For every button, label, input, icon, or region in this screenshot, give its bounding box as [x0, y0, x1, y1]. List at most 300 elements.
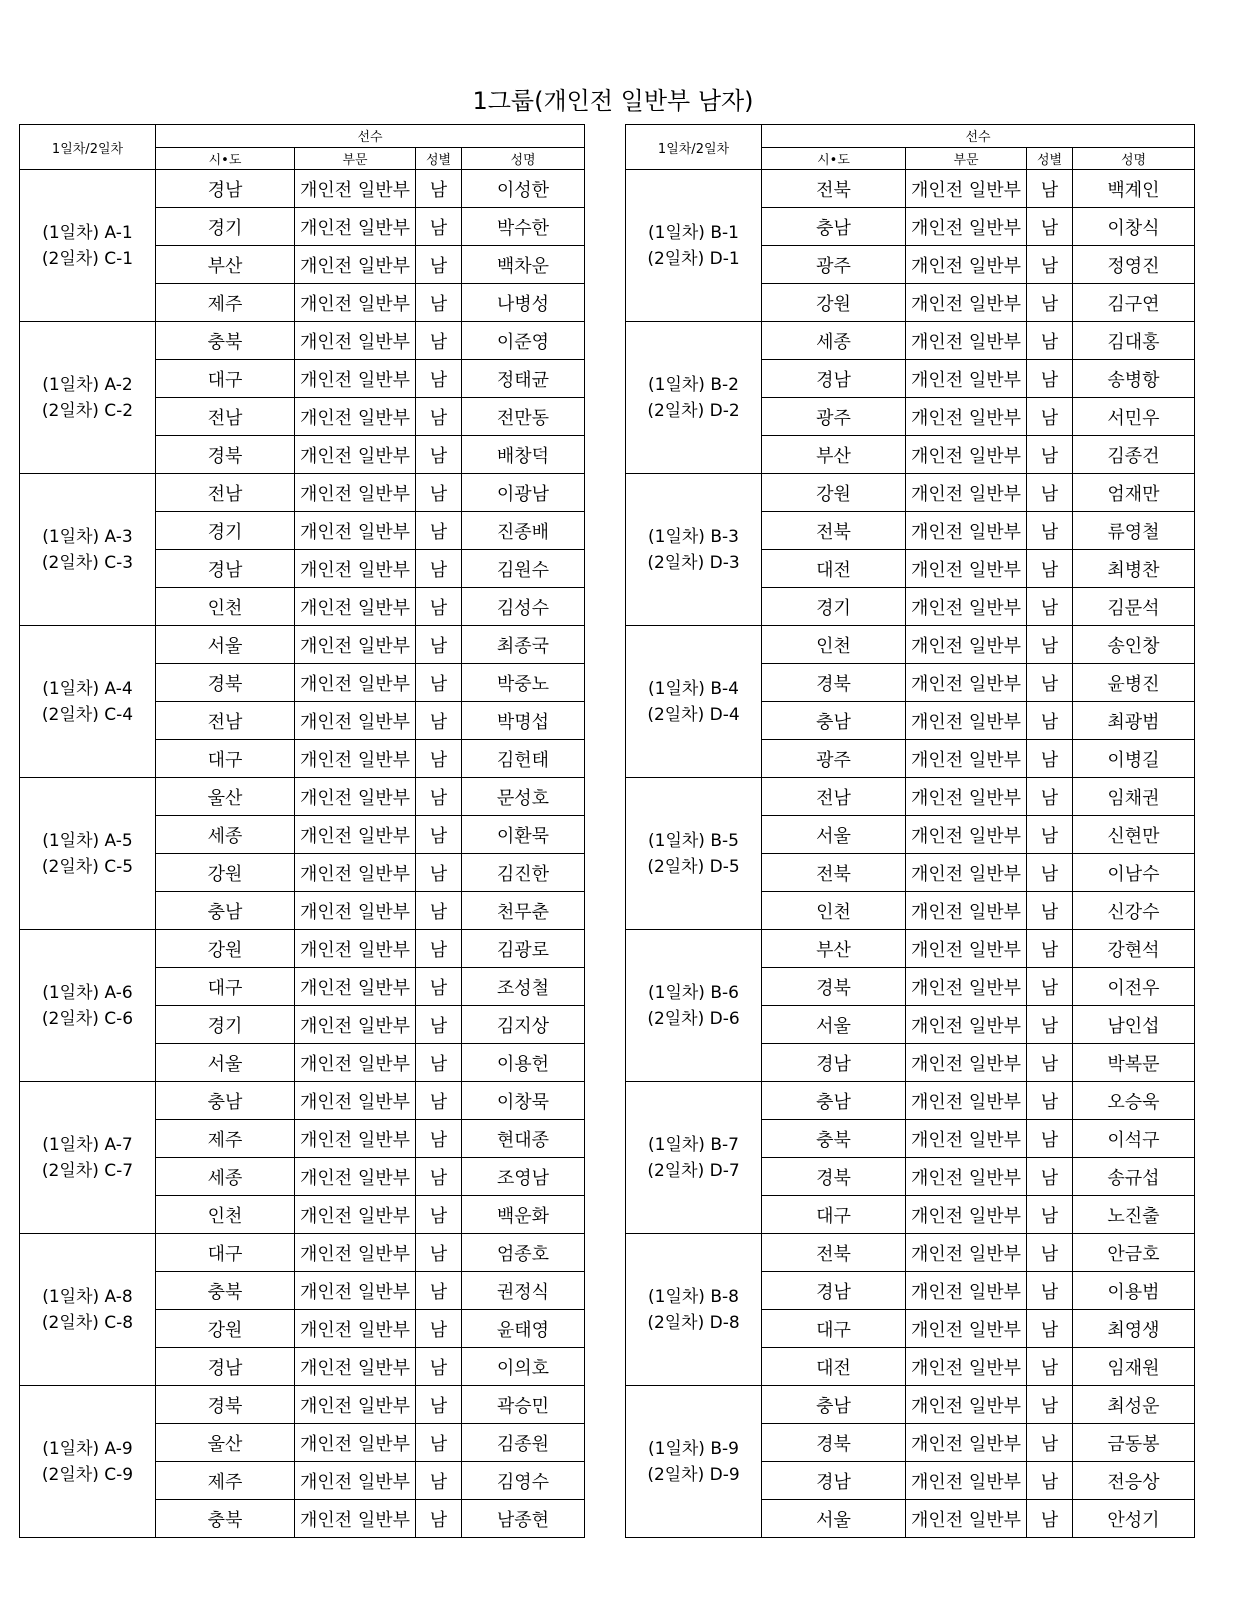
slot-day2-label: (2일차) C-8 — [41, 1312, 134, 1333]
region-cell: 충북 — [156, 1272, 295, 1310]
player-name-cell: 정영진 — [1073, 246, 1195, 284]
slot-day1-label: (1일차) B-2 — [648, 374, 739, 395]
slot-day1-label: (1일차) A-3 — [42, 526, 133, 547]
division-cell: 개인전 일반부 — [295, 1082, 416, 1120]
gender-cell: 남 — [416, 968, 462, 1006]
gender-cell: 남 — [1027, 1272, 1073, 1310]
slot-day2-label: (2일차) D-3 — [647, 552, 740, 573]
division-cell: 개인전 일반부 — [906, 246, 1027, 284]
slot-day1-label: (1일차) B-7 — [648, 1134, 739, 1155]
header-day: 1일차/2일차 — [20, 125, 156, 170]
header-division: 부문 — [906, 147, 1027, 170]
gender-cell: 남 — [416, 930, 462, 968]
division-cell: 개인전 일반부 — [906, 1424, 1027, 1462]
player-name-cell: 송병항 — [1073, 360, 1195, 398]
player-name-cell: 노진출 — [1073, 1196, 1195, 1234]
division-cell: 개인전 일반부 — [906, 474, 1027, 512]
slot-cell — [626, 1234, 762, 1386]
region-cell: 부산 — [156, 246, 295, 284]
region-cell: 전남 — [762, 778, 906, 816]
gender-cell: 남 — [1027, 512, 1073, 550]
region-cell: 충남 — [762, 208, 906, 246]
gender-cell: 남 — [416, 208, 462, 246]
player-name-cell: 김원수 — [462, 550, 585, 588]
header-name: 성명 — [1073, 147, 1195, 170]
gender-cell: 남 — [1027, 1310, 1073, 1348]
slot-day2-label: (2일차) C-1 — [41, 248, 134, 269]
division-cell: 개인전 일반부 — [906, 360, 1027, 398]
division-cell: 개인전 일반부 — [906, 1462, 1027, 1500]
slot-cell — [626, 778, 762, 930]
player-name-cell: 남종현 — [462, 1500, 585, 1538]
division-cell: 개인전 일반부 — [906, 1272, 1027, 1310]
player-name-cell: 이석구 — [1073, 1120, 1195, 1158]
region-cell: 전북 — [762, 854, 906, 892]
division-cell: 개인전 일반부 — [295, 1044, 416, 1082]
player-name-cell: 김종건 — [1073, 436, 1195, 474]
player-name-cell: 신강수 — [1073, 892, 1195, 930]
division-cell: 개인전 일반부 — [295, 208, 416, 246]
region-cell: 충남 — [156, 1082, 295, 1120]
player-name-cell: 서민우 — [1073, 398, 1195, 436]
player-name-cell: 김구연 — [1073, 284, 1195, 322]
division-cell: 개인전 일반부 — [295, 1120, 416, 1158]
table-row — [20, 322, 585, 360]
slot-cell — [20, 170, 156, 322]
division-cell: 개인전 일반부 — [295, 1272, 416, 1310]
division-cell: 개인전 일반부 — [295, 284, 416, 322]
division-cell: 개인전 일반부 — [295, 360, 416, 398]
gender-cell: 남 — [416, 436, 462, 474]
gender-cell: 남 — [416, 1386, 462, 1424]
division-cell: 개인전 일반부 — [906, 322, 1027, 360]
division-cell: 개인전 일반부 — [906, 436, 1027, 474]
region-cell: 경남 — [156, 1348, 295, 1386]
gender-cell: 남 — [416, 1120, 462, 1158]
division-cell: 개인전 일반부 — [295, 778, 416, 816]
division-cell: 개인전 일반부 — [295, 740, 416, 778]
header-day: 1일차/2일차 — [626, 125, 762, 170]
region-cell: 경남 — [156, 550, 295, 588]
gender-cell: 남 — [1027, 1386, 1073, 1424]
gender-cell: 남 — [1027, 1158, 1073, 1196]
table-row — [20, 930, 585, 968]
division-cell: 개인전 일반부 — [906, 702, 1027, 740]
player-name-cell: 정태균 — [462, 360, 585, 398]
division-cell: 개인전 일반부 — [295, 170, 416, 208]
gender-cell: 남 — [1027, 246, 1073, 284]
header-players: 선수 — [156, 125, 585, 148]
region-cell: 강원 — [156, 854, 295, 892]
region-cell: 충남 — [762, 702, 906, 740]
player-name-cell: 김문석 — [1073, 588, 1195, 626]
gender-cell: 남 — [416, 1462, 462, 1500]
division-cell: 개인전 일반부 — [295, 930, 416, 968]
gender-cell: 남 — [1027, 702, 1073, 740]
gender-cell: 남 — [1027, 588, 1073, 626]
division-cell: 개인전 일반부 — [906, 1082, 1027, 1120]
slot-day2-label: (2일차) C-5 — [41, 856, 134, 877]
slot-day1-label: (1일차) B-4 — [648, 678, 739, 699]
region-cell: 경남 — [762, 360, 906, 398]
gender-cell: 남 — [416, 778, 462, 816]
region-cell: 서울 — [762, 1006, 906, 1044]
division-cell: 개인전 일반부 — [295, 968, 416, 1006]
region-cell: 광주 — [762, 740, 906, 778]
gender-cell: 남 — [416, 588, 462, 626]
player-name-cell: 엄종호 — [462, 1234, 585, 1272]
gender-cell: 남 — [1027, 1120, 1073, 1158]
player-name-cell: 이의호 — [462, 1348, 585, 1386]
player-name-cell: 임채권 — [1073, 778, 1195, 816]
gender-cell: 남 — [1027, 1082, 1073, 1120]
gender-cell: 남 — [1027, 1500, 1073, 1538]
slot-day2-label: (2일차) C-2 — [41, 400, 134, 421]
gender-cell: 남 — [1027, 398, 1073, 436]
region-cell: 인천 — [156, 1196, 295, 1234]
table-row — [20, 1082, 585, 1120]
gender-cell: 남 — [416, 626, 462, 664]
player-name-cell: 송규섭 — [1073, 1158, 1195, 1196]
gender-cell: 남 — [1027, 778, 1073, 816]
slot-cell — [20, 474, 156, 626]
division-cell: 개인전 일반부 — [295, 512, 416, 550]
player-name-cell: 이병길 — [1073, 740, 1195, 778]
region-cell: 서울 — [156, 626, 295, 664]
gender-cell: 남 — [1027, 968, 1073, 1006]
slot-day1-label: (1일차) A-8 — [42, 1286, 133, 1307]
region-cell: 전남 — [156, 702, 295, 740]
region-cell: 광주 — [762, 246, 906, 284]
gender-cell: 남 — [416, 1272, 462, 1310]
division-cell: 개인전 일반부 — [906, 1158, 1027, 1196]
slot-cell — [20, 778, 156, 930]
player-name-cell: 배창덕 — [462, 436, 585, 474]
division-cell: 개인전 일반부 — [906, 968, 1027, 1006]
region-cell: 대구 — [156, 968, 295, 1006]
division-cell: 개인전 일반부 — [295, 588, 416, 626]
gender-cell: 남 — [416, 702, 462, 740]
region-cell: 전북 — [762, 1234, 906, 1272]
region-cell: 경기 — [762, 588, 906, 626]
slot-cell — [626, 1082, 762, 1234]
player-name-cell: 백차운 — [462, 246, 585, 284]
gender-cell: 남 — [1027, 1234, 1073, 1272]
player-name-cell: 이성한 — [462, 170, 585, 208]
division-cell: 개인전 일반부 — [906, 1120, 1027, 1158]
division-cell: 개인전 일반부 — [295, 1310, 416, 1348]
division-cell: 개인전 일반부 — [906, 1044, 1027, 1082]
region-cell: 충북 — [762, 1120, 906, 1158]
table-row — [626, 778, 1195, 816]
gender-cell: 남 — [416, 398, 462, 436]
division-cell: 개인전 일반부 — [906, 588, 1027, 626]
player-name-cell: 김성수 — [462, 588, 585, 626]
player-name-cell: 김진한 — [462, 854, 585, 892]
player-name-cell: 나병성 — [462, 284, 585, 322]
player-name-cell: 조성철 — [462, 968, 585, 1006]
table-row — [626, 930, 1195, 968]
slot-cell — [626, 626, 762, 778]
gender-cell: 남 — [1027, 1348, 1073, 1386]
slot-day2-label: (2일차) C-6 — [41, 1008, 134, 1029]
region-cell: 제주 — [156, 1120, 295, 1158]
player-name-cell: 김헌태 — [462, 740, 585, 778]
player-name-cell: 임재원 — [1073, 1348, 1195, 1386]
division-cell: 개인전 일반부 — [906, 816, 1027, 854]
table-row — [20, 170, 585, 208]
region-cell: 강원 — [762, 284, 906, 322]
region-cell: 대구 — [156, 360, 295, 398]
slot-day2-label: (2일차) D-8 — [647, 1312, 740, 1333]
region-cell: 경남 — [156, 170, 295, 208]
region-cell: 부산 — [762, 436, 906, 474]
region-cell: 충남 — [762, 1082, 906, 1120]
division-cell: 개인전 일반부 — [906, 892, 1027, 930]
gender-cell: 남 — [416, 1006, 462, 1044]
gender-cell: 남 — [1027, 360, 1073, 398]
table-row — [626, 1082, 1195, 1120]
gender-cell: 남 — [416, 550, 462, 588]
slot-day2-label: (2일차) D-7 — [647, 1160, 740, 1181]
gender-cell: 남 — [1027, 1044, 1073, 1082]
division-cell: 개인전 일반부 — [906, 398, 1027, 436]
division-cell: 개인전 일반부 — [295, 1386, 416, 1424]
gender-cell: 남 — [416, 892, 462, 930]
division-cell: 개인전 일반부 — [906, 740, 1027, 778]
region-cell: 세종 — [156, 1158, 295, 1196]
header-name: 성명 — [462, 147, 585, 170]
slot-day1-label: (1일차) A-4 — [42, 678, 133, 699]
gender-cell: 남 — [1027, 1424, 1073, 1462]
roster-table-left — [19, 124, 585, 1538]
division-cell: 개인전 일반부 — [906, 1234, 1027, 1272]
division-cell: 개인전 일반부 — [906, 550, 1027, 588]
player-name-cell: 문성호 — [462, 778, 585, 816]
region-cell: 경북 — [762, 1158, 906, 1196]
slot-cell — [20, 930, 156, 1082]
slot-day2-label: (2일차) D-9 — [647, 1464, 740, 1485]
table-row — [20, 1234, 585, 1272]
region-cell: 경남 — [762, 1272, 906, 1310]
region-cell: 전북 — [762, 512, 906, 550]
gender-cell: 남 — [1027, 170, 1073, 208]
region-cell: 세종 — [156, 816, 295, 854]
region-cell: 서울 — [156, 1044, 295, 1082]
player-name-cell: 전만동 — [462, 398, 585, 436]
slot-day2-label: (2일차) C-3 — [41, 552, 134, 573]
region-cell: 강원 — [156, 930, 295, 968]
player-name-cell: 박중노 — [462, 664, 585, 702]
player-name-cell: 천무춘 — [462, 892, 585, 930]
division-cell: 개인전 일반부 — [295, 1424, 416, 1462]
slot-cell — [20, 1082, 156, 1234]
slot-cell — [20, 1386, 156, 1538]
region-cell: 세종 — [762, 322, 906, 360]
division-cell: 개인전 일반부 — [295, 398, 416, 436]
slot-cell — [626, 322, 762, 474]
region-cell: 전남 — [156, 474, 295, 512]
player-name-cell: 오승욱 — [1073, 1082, 1195, 1120]
gender-cell: 남 — [1027, 1462, 1073, 1500]
player-name-cell: 조영남 — [462, 1158, 585, 1196]
region-cell: 울산 — [156, 1424, 295, 1462]
gender-cell: 남 — [416, 474, 462, 512]
header-players: 선수 — [762, 125, 1195, 148]
region-cell: 대구 — [762, 1196, 906, 1234]
gender-cell: 남 — [416, 1348, 462, 1386]
gender-cell: 남 — [416, 1424, 462, 1462]
slot-cell — [626, 474, 762, 626]
region-cell: 경기 — [156, 1006, 295, 1044]
gender-cell: 남 — [1027, 1196, 1073, 1234]
division-cell: 개인전 일반부 — [295, 322, 416, 360]
player-name-cell: 최병찬 — [1073, 550, 1195, 588]
division-cell: 개인전 일반부 — [295, 1462, 416, 1500]
gender-cell: 남 — [416, 322, 462, 360]
slot-day1-label: (1일차) B-3 — [648, 526, 739, 547]
division-cell: 개인전 일반부 — [906, 664, 1027, 702]
region-cell: 전남 — [156, 398, 295, 436]
player-name-cell: 류영철 — [1073, 512, 1195, 550]
player-name-cell: 현대종 — [462, 1120, 585, 1158]
gender-cell: 남 — [1027, 550, 1073, 588]
region-cell: 대구 — [156, 740, 295, 778]
player-name-cell: 강현석 — [1073, 930, 1195, 968]
division-cell: 개인전 일반부 — [295, 550, 416, 588]
gender-cell: 남 — [416, 664, 462, 702]
gender-cell: 남 — [416, 512, 462, 550]
player-name-cell: 윤병진 — [1073, 664, 1195, 702]
region-cell: 대구 — [156, 1234, 295, 1272]
region-cell: 대전 — [762, 1348, 906, 1386]
division-cell: 개인전 일반부 — [906, 1386, 1027, 1424]
player-name-cell: 박수한 — [462, 208, 585, 246]
table-row — [626, 170, 1195, 208]
player-name-cell: 안금호 — [1073, 1234, 1195, 1272]
division-cell: 개인전 일반부 — [906, 1348, 1027, 1386]
division-cell: 개인전 일반부 — [295, 1500, 416, 1538]
player-name-cell: 김지상 — [462, 1006, 585, 1044]
table-row — [626, 322, 1195, 360]
region-cell: 경북 — [156, 436, 295, 474]
region-cell: 경북 — [762, 1424, 906, 1462]
gender-cell: 남 — [1027, 1006, 1073, 1044]
region-cell: 인천 — [762, 626, 906, 664]
division-cell: 개인전 일반부 — [906, 778, 1027, 816]
division-cell: 개인전 일반부 — [295, 702, 416, 740]
region-cell: 제주 — [156, 1462, 295, 1500]
division-cell: 개인전 일반부 — [295, 816, 416, 854]
division-cell: 개인전 일반부 — [295, 1158, 416, 1196]
gender-cell: 남 — [416, 740, 462, 778]
region-cell: 경기 — [156, 208, 295, 246]
player-name-cell: 백계인 — [1073, 170, 1195, 208]
gender-cell: 남 — [1027, 854, 1073, 892]
header-region: 시•도 — [762, 147, 906, 170]
region-cell: 제주 — [156, 284, 295, 322]
slot-day1-label: (1일차) A-5 — [42, 830, 133, 851]
gender-cell: 남 — [1027, 892, 1073, 930]
player-name-cell: 이용범 — [1073, 1272, 1195, 1310]
slot-day2-label: (2일차) D-5 — [647, 856, 740, 877]
player-name-cell: 박명섭 — [462, 702, 585, 740]
region-cell: 충남 — [156, 892, 295, 930]
slot-cell — [20, 626, 156, 778]
region-cell: 충북 — [156, 322, 295, 360]
page-title: 1그룹(개인전 일반부 남자) — [472, 87, 754, 115]
region-cell: 부산 — [762, 930, 906, 968]
gender-cell: 남 — [416, 1196, 462, 1234]
gender-cell: 남 — [416, 360, 462, 398]
slot-day2-label: (2일차) C-4 — [41, 704, 134, 725]
division-cell: 개인전 일반부 — [906, 1006, 1027, 1044]
division-cell: 개인전 일반부 — [295, 1348, 416, 1386]
division-cell: 개인전 일반부 — [295, 1006, 416, 1044]
gender-cell: 남 — [416, 854, 462, 892]
player-name-cell: 남인섭 — [1073, 1006, 1195, 1044]
division-cell: 개인전 일반부 — [295, 892, 416, 930]
slot-day1-label: (1일차) B-5 — [648, 830, 739, 851]
slot-day1-label: (1일차) B-8 — [648, 1286, 739, 1307]
region-cell: 인천 — [762, 892, 906, 930]
gender-cell: 남 — [416, 1082, 462, 1120]
division-cell: 개인전 일반부 — [906, 170, 1027, 208]
gender-cell: 남 — [1027, 816, 1073, 854]
header-gender: 성별 — [416, 147, 462, 170]
gender-cell: 남 — [416, 170, 462, 208]
gender-cell: 남 — [416, 1310, 462, 1348]
table-row — [626, 1234, 1195, 1272]
division-cell: 개인전 일반부 — [906, 854, 1027, 892]
division-cell: 개인전 일반부 — [906, 512, 1027, 550]
player-name-cell: 곽승민 — [462, 1386, 585, 1424]
slot-day2-label: (2일차) D-4 — [647, 704, 740, 725]
region-cell: 광주 — [762, 398, 906, 436]
player-name-cell: 이창묵 — [462, 1082, 585, 1120]
division-cell: 개인전 일반부 — [906, 930, 1027, 968]
player-name-cell: 김광로 — [462, 930, 585, 968]
division-cell: 개인전 일반부 — [295, 1196, 416, 1234]
player-name-cell: 진종배 — [462, 512, 585, 550]
gender-cell: 남 — [1027, 208, 1073, 246]
gender-cell: 남 — [416, 284, 462, 322]
division-cell: 개인전 일반부 — [906, 626, 1027, 664]
region-cell: 경북 — [156, 664, 295, 702]
player-name-cell: 안성기 — [1073, 1500, 1195, 1538]
slot-cell — [20, 1234, 156, 1386]
table-row — [626, 626, 1195, 664]
player-name-cell: 송인창 — [1073, 626, 1195, 664]
region-cell: 서울 — [762, 816, 906, 854]
table-row — [626, 474, 1195, 512]
table-row — [20, 1386, 585, 1424]
division-cell: 개인전 일반부 — [906, 208, 1027, 246]
player-name-cell: 이전우 — [1073, 968, 1195, 1006]
player-name-cell: 금동봉 — [1073, 1424, 1195, 1462]
slot-day1-label: (1일차) B-6 — [648, 982, 739, 1003]
region-cell: 전북 — [762, 170, 906, 208]
slot-cell — [626, 930, 762, 1082]
gender-cell: 남 — [416, 1500, 462, 1538]
player-name-cell: 최종국 — [462, 626, 585, 664]
region-cell: 서울 — [762, 1500, 906, 1538]
gender-cell: 남 — [416, 1158, 462, 1196]
gender-cell: 남 — [1027, 626, 1073, 664]
slot-day2-label: (2일차) D-2 — [647, 400, 740, 421]
player-name-cell: 이창식 — [1073, 208, 1195, 246]
region-cell: 강원 — [156, 1310, 295, 1348]
